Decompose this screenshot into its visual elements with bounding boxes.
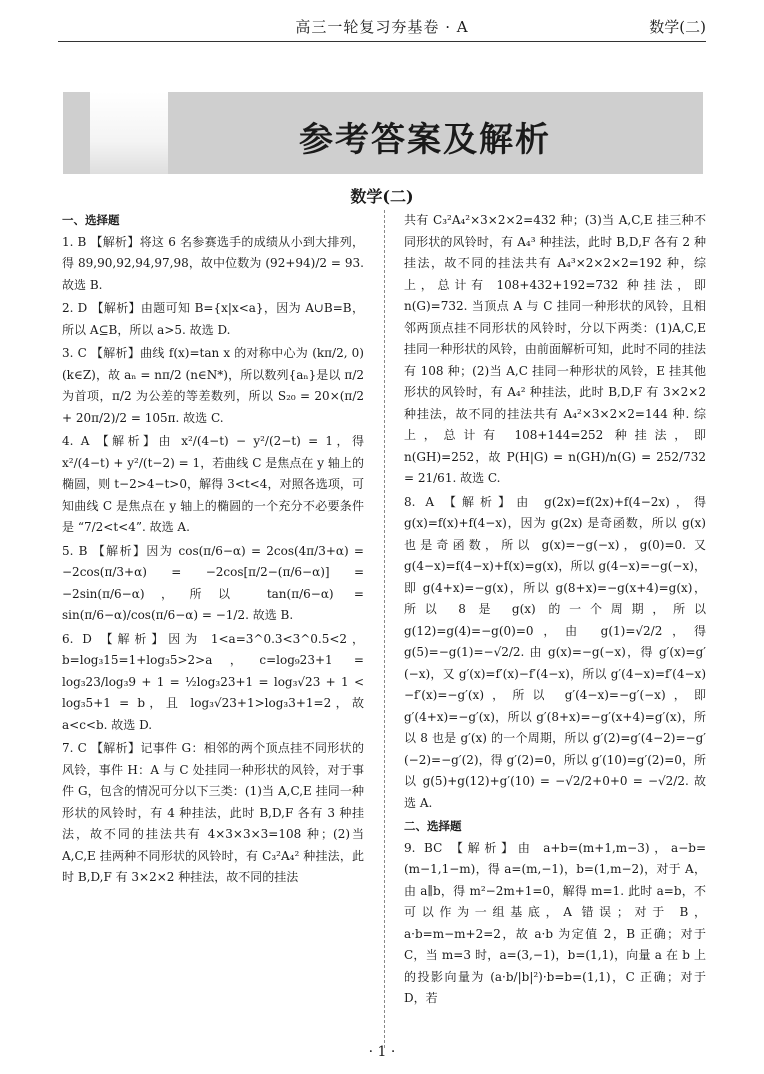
header-rule bbox=[58, 41, 706, 42]
header-subject: 数学(二) bbox=[649, 18, 706, 36]
answer-item: 8. A 【解析】由 g(2x)=f(2x)+f(4−2x)，得 g(x)=f(x)+f(4−x)，因为 g(2x) 是奇函数，所以 g(x) 也是奇函数，所以 g(x)=−g(−x)，g(0)=0. 又 g(4−x)=f(4−x)+f(x)=g(x)，所以 g(4−x)=−g(−x)，即 g(4+x)=−g(x)，所以 g(8+x)=−g(x+4)=g(x)，所以 8 是 g(x) 的一个周期，所以 g(12)=g(4)=−g(0)=0，由 g(1)=√2/2，得 g(5)=−g(1)=−√2/2. 由 g(x)=−g(−x)，得 g′(x)=g′(−x)，又 g′(x)=f′(x)−f′(4−x)，所以 g′(4−x)=f′(4−x)−f′(x)=−g′(x)，所以 g′(4−x)=−g′(−x)，即 g′(4+x)=−g′(x)，所以 g′(8+x)=−g′(x+4)=g′(x)，所以 8 也是 g′(x) 的一个周期，所以 g′(2)=g′(4−2)=−g′(−2)=−g′(2)，得 g′(2)=0，所以 g′(10)=g′(2)=0，所以 g(5)+g(12)+g′(10) = −√2/2+0+0 = −√2/2. 故选 A. bbox=[404, 494, 706, 810]
answer-item: 9. BC 【解析】由 a+b=(m+1,m−3)，a−b=(m−1,1−m)，得 a=(m,−1)，b=(1,m−2)，对于 A，由 a∥b，得 m²−2m+1=0，解得 m=1. 此时 a=b，不可以作为一组基底，A 错误；对于 B，a·b=m−m+2=2，故 a·b 为定值 2，B 正确；对于 C，当 m=3 时，a=(3,−1)，b=(1,1)，向量 a 在 b 上的投影向量为 (a·b/|b|²)·b=b=(1,1)，C 正确；对于 D，若 bbox=[404, 840, 706, 1005]
banner-title: 参考答案及解析 bbox=[299, 120, 551, 160]
page-header bbox=[58, 16, 706, 46]
answer-item: 1. B 【解析】将这 6 名参赛选手的成绩从小到大排列，得 89,90,92,94,97,98，故中位数为 (92+94)/2 = 93. 故选 B. bbox=[62, 234, 364, 292]
answer-item: 2. D 【解析】由题可知 B={x|x<a}，因为 A∪B=B，所以 A⊆B，所以 a>5. 故选 D. bbox=[62, 301, 364, 337]
column-divider bbox=[384, 210, 385, 1048]
answer-item: 3. C 【解析】曲线 f(x)=tan x 的对称中心为 (kπ/2, 0)(k∈Z)，故 aₙ = nπ/2 (n∈N*)，所以数列{aₙ}是以 π/2 为首项，π/2 为公差的等差数列，所以 S₂₀ = 20×(π/2 + 20π/2)/2 = 105π. 故选 C. bbox=[62, 346, 364, 425]
answer-item: 7. C 【解析】记事件 G：相邻的两个顶点挂不同形状的风铃，事件 H：A 与 C 处挂同一种形状的风铃，对于事件 G，包含的情况可分以下三类：(1)当 A,C,E 挂同一种形状的风铃时，有 4 种挂法，此时 B,D,F 各有 3 种挂法，故不同的挂法共有 4×3×3×3=108 种；(2)当 A,C,E 挂两种不同形状的风铃时，有 C₃²A₄² 种挂法，此时 B,D,F 有 3×2×2 种挂法，故不同的挂法 bbox=[62, 741, 364, 884]
section-heading: 一、选择题 bbox=[62, 213, 120, 227]
answer-item: 共有 C₃²A₄²×3×2×2=432 种；(3)当 A,C,E 挂三种不同形状的风铃时，有 A₄³ 种挂法，此时 B,D,F 各有 2 种挂法，故不同的挂法共有 A₄³×2×2×2=192 种，综上，总计有 108+432+192=732 种挂法，即 n(G)=732. 当顶点 A 与 C 挂同一种形状的风铃，且相邻两顶点挂不同形状的风铃时，分以下两类：(1)A,C,E 挂同一种形状的风铃，由前面解析可知，此时不同的挂法有 108 种；(2)当 A,C 挂同一种形状的风铃，E 挂其他形状的风铃时，有 A₄² 种挂法，此时 B,D,F 有 3×2×2 种挂法，故不同的挂法共有 A₄²×3×2×2=144 种. 综上，总计有 108+144=252 种挂法，即 n(GH)=252，故 P(H|G) = n(GH)/n(G) = 252/732 = 21/61. 故选 C. bbox=[404, 213, 706, 485]
answer-item: 6. D 【解析】因为 1<a=3^0.3<3^0.5<2，b=log₃15=1+log₃5>2>a，c=log₉23+1 = log₃23/log₃9 + 1 = ½log₃23+1 = log₃√23 + 1 < log₃5+1 = b，且 log₃√23+1>log₃3+1=2，故 a<c<b. 故选 D. bbox=[62, 631, 364, 732]
header-title: 高三一轮复习夯基卷 · A bbox=[295, 18, 469, 36]
section-heading: 二、选择题 bbox=[404, 819, 462, 833]
left-column bbox=[62, 210, 364, 891]
answer-item: 4. A 【解析】由 x²/(4−t) − y²/(2−t) = 1，得 x²/(4−t) + y²/(t−2) = 1，若曲线 C 是焦点在 y 轴上的椭圆，则 t−2>4−t>0，解得 3<t<4，对照各选项，可知曲线 C 是焦点在 y 轴上的椭圆的一个充分不必要条件是 “7/2<t<4”. 故选 A. bbox=[62, 434, 364, 534]
answer-item: 5. B 【解析】因为 cos(π/6−α) = 2cos(4π/3+α) = −2cos(π/3+α) = −2cos[π/2−(π/6−α)] = −2sin(π/6−α)，所以 tan(π/6−α) = sin(π/6−α)/cos(π/6−α) = −1/2. 故选 B. bbox=[62, 543, 364, 622]
right-column bbox=[404, 210, 706, 1012]
title-banner bbox=[63, 92, 703, 174]
page-number: · 1 · bbox=[368, 1044, 396, 1060]
document-subtitle: 数学(二) bbox=[350, 187, 414, 206]
